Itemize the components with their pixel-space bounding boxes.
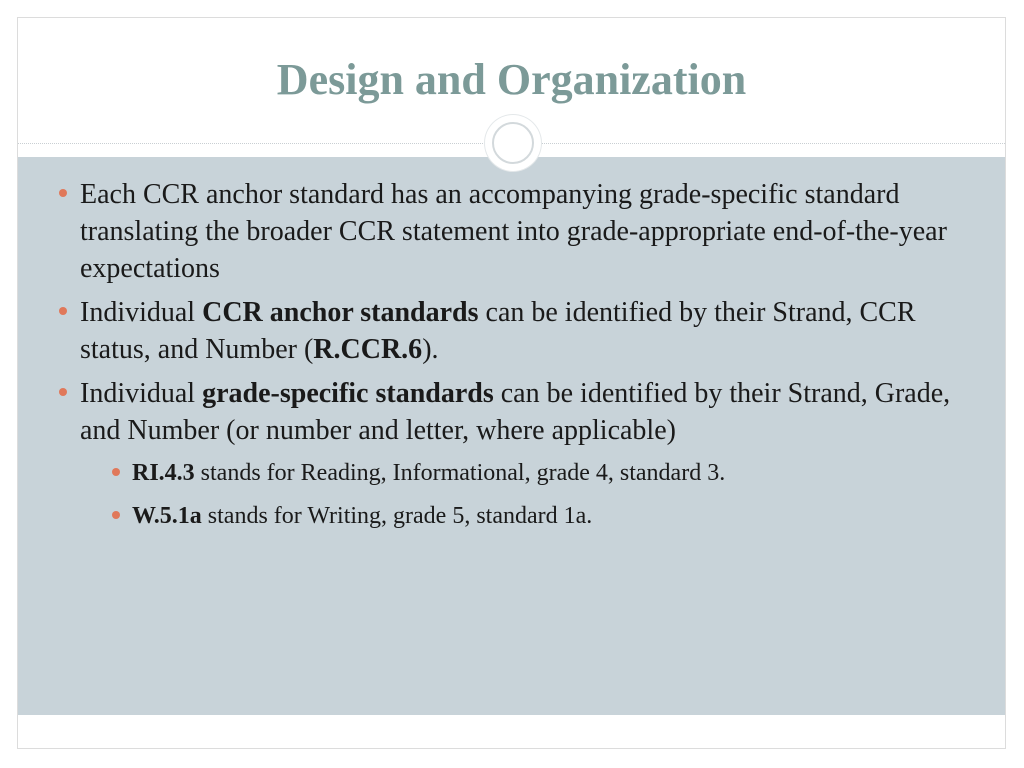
sub-bullet-code: RI.4.3 [132, 460, 195, 486]
bullet-item [58, 375, 958, 532]
sub-bullet-text: stands for Reading, Informational, grade 4, standard 3. [194, 460, 726, 486]
sub-bullet-code: W.5.1a [132, 503, 202, 529]
bullet-dot-icon [59, 307, 67, 315]
bullet-list [58, 176, 958, 543]
bullet-bold-term: grade-specific standards [202, 378, 494, 409]
sub-bullet-text: stands for Writing, grade 5, standard 1a. [201, 503, 593, 529]
bullet-item [58, 176, 958, 287]
bullet-text-post: can be identified by their Strand, Grade, and Number (or number and letter, where applicable) [80, 378, 951, 446]
bullet-bold-term: CCR anchor standards [202, 297, 479, 328]
circle-ornament-icon [485, 115, 541, 171]
bullet-dot-icon [59, 189, 67, 197]
sub-bullet-item [80, 500, 958, 532]
bullet-bold-code: R.CCR.6 [313, 334, 423, 365]
sub-bullet-dot-icon [112, 511, 120, 519]
bullet-item [58, 294, 958, 368]
bullet-text-pre: Individual [80, 378, 203, 409]
sub-bullet-dot-icon [112, 468, 120, 476]
bullet-text: Each CCR anchor standard has an accompanying grade-specific standard translating the broader CCR statement into grade-appropriate end-of-the-year expectations [80, 179, 947, 284]
slide-title: Design and Organization [276, 55, 747, 104]
bullet-text-post: ). [422, 334, 439, 365]
sub-bullet-list [80, 457, 958, 532]
circle-ring-icon [492, 122, 534, 164]
bullet-text-pre: Individual [80, 297, 203, 328]
sub-bullet-item [80, 457, 958, 489]
bullet-dot-icon [59, 388, 67, 396]
bullet-text-mid: can be identified by their Strand, CCR status, and Number ( [80, 297, 916, 365]
